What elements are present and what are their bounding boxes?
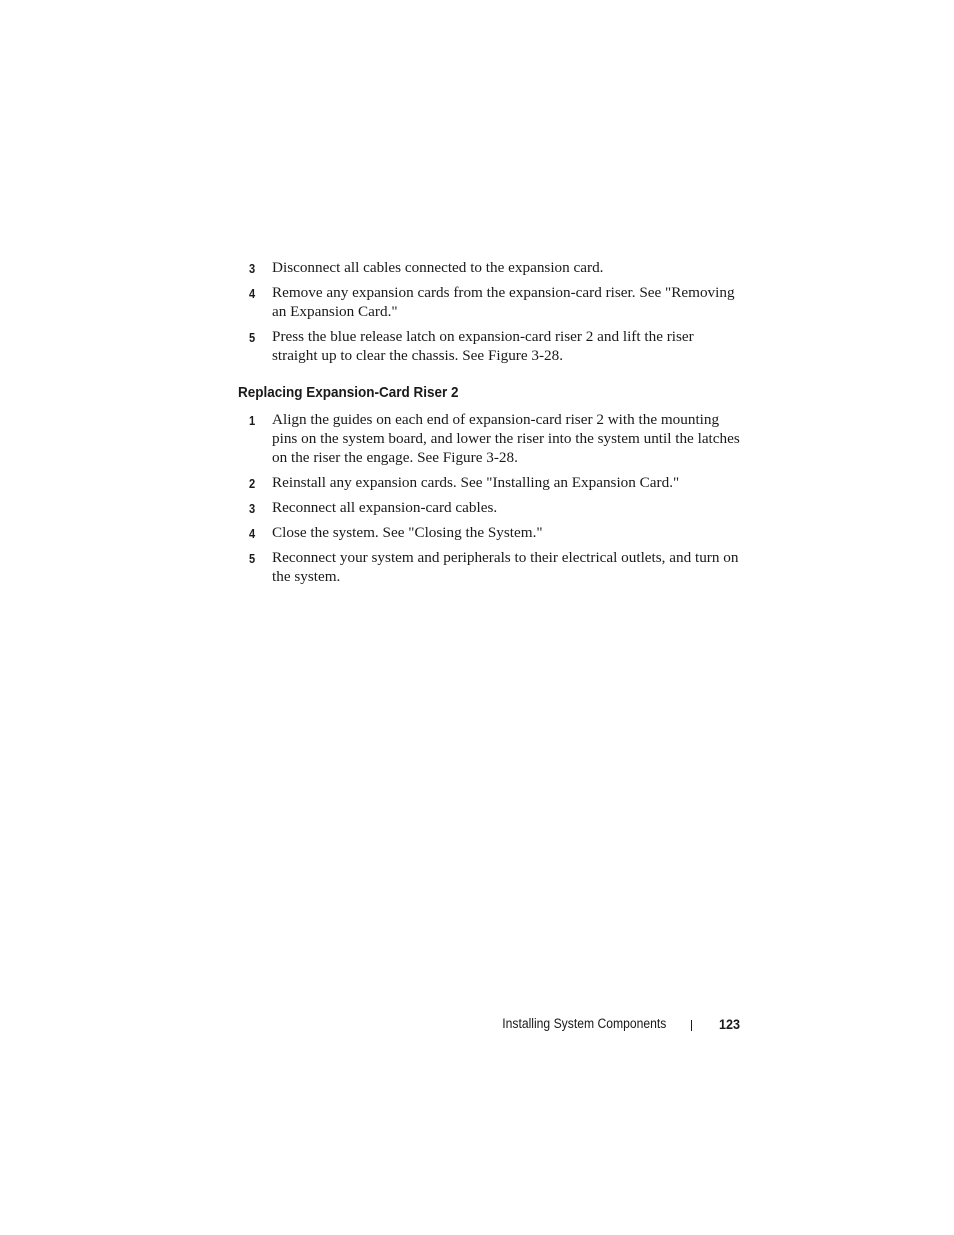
page-number: 123 <box>719 1016 741 1032</box>
replacement-step <box>238 523 740 542</box>
page-footer <box>0 1015 954 1035</box>
step-text: Press the blue release latch on expansion-card riser 2 and lift the riser straight up to clear the chassis. See Figure 3-28. <box>272 328 694 364</box>
step-number: 3 <box>249 261 256 276</box>
step-number: 3 <box>249 501 256 516</box>
step-text: Reconnect all expansion-card cables. <box>272 499 498 516</box>
step-number: 1 <box>249 413 256 428</box>
removal-steps-list <box>238 258 748 365</box>
step-text: Close the system. See "Closing the System." <box>272 524 543 541</box>
removal-step <box>238 258 740 277</box>
replacement-step <box>238 410 740 467</box>
replacement-step <box>238 498 740 517</box>
removal-step <box>238 283 740 321</box>
step-number: 5 <box>249 551 256 566</box>
step-text: Remove any expansion cards from the expansion-card riser. See "Removing an Expansion Card." <box>272 284 735 320</box>
step-text: Reconnect your system and peripherals to their electrical outlets, and turn on the system. <box>272 549 739 585</box>
step-text: Align the guides on each end of expansion-card riser 2 with the mounting pins on the system board, and lower the riser into the system until the latches on the riser the engage. See Figure 3-28. <box>272 411 740 466</box>
step-number: 5 <box>249 330 256 345</box>
step-text: Disconnect all cables connected to the expansion card. <box>272 259 604 276</box>
removal-step <box>238 327 740 365</box>
step-text: Reinstall any expansion cards. See "Installing an Expansion Card." <box>272 474 680 491</box>
replacement-step <box>238 548 740 586</box>
replacement-step <box>238 473 740 492</box>
step-number: 4 <box>249 526 256 541</box>
step-number: 4 <box>249 286 256 301</box>
footer-chapter-title: Installing System Components <box>501 1016 666 1031</box>
section-heading: Replacing Expansion-Card Riser 2 <box>238 384 459 401</box>
replacement-steps-list <box>238 410 748 586</box>
step-number: 2 <box>249 476 256 491</box>
page-content <box>238 258 748 592</box>
footer-divider <box>691 1020 692 1031</box>
